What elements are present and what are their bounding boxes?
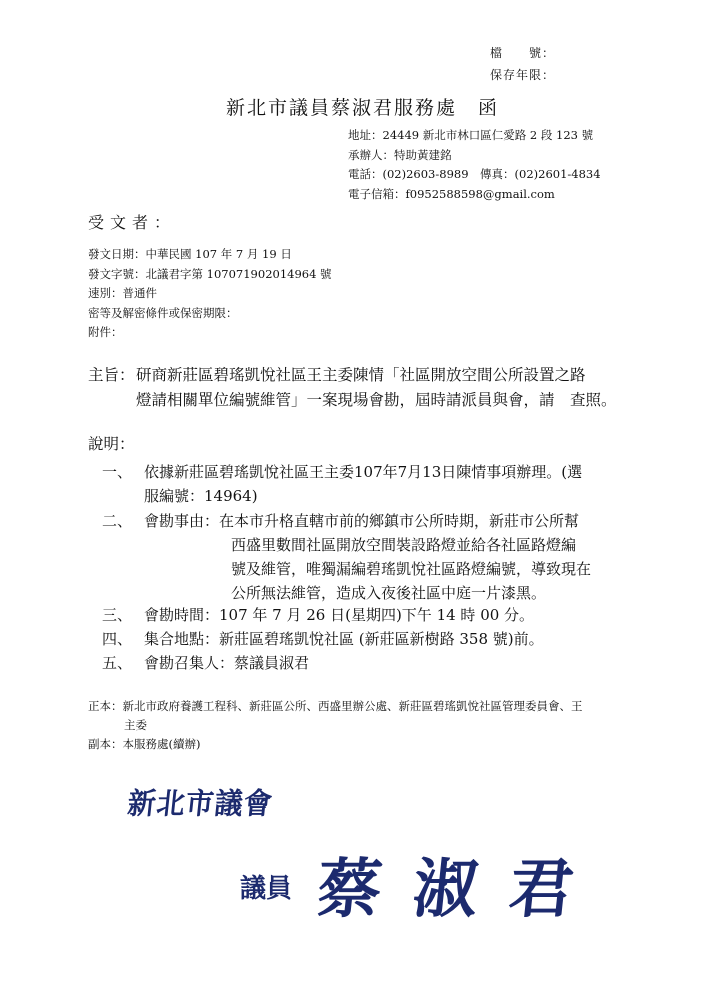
item-line: 依據新莊區碧瑤凱悅社區王主委107年7月13日陳情事項辦理。(選	[144, 463, 583, 481]
document-number: 發文字號：北議君字第 107071902014964 號	[88, 266, 332, 281]
item-line: 服編號：14964)	[144, 487, 258, 505]
original-recipients-continued: 主委	[124, 718, 147, 732]
attachment: 附件：	[88, 325, 123, 339]
item-number: 三、	[102, 606, 133, 624]
explanation-label: 說明：	[88, 435, 135, 453]
item-number: 一、	[102, 463, 133, 481]
classification: 密等及解密條件或保密期限：	[88, 305, 238, 320]
item-number: 二、	[102, 512, 133, 530]
item-line: 會勘事由：在本市升格直轄市前的鄉鎮市公所時期，新莊市公所幫	[144, 512, 580, 530]
file-number-label: 檔 號：	[490, 46, 556, 60]
recipient-label: 受文者：	[88, 213, 177, 232]
copy-recipients: 副本：本服務處(續辦)	[88, 737, 201, 751]
item-line: 會勘時間：107 年 7 月 26 日(星期四)下午 14 時 00 分。	[144, 606, 535, 624]
item-line: 集合地點：新莊區碧瑤凱悅社區 (新莊區新樹路 358 號)前。	[144, 630, 544, 648]
retention-period-label: 保存年限：	[490, 68, 556, 82]
contact-address: 地址：24449 新北市林口區仁愛路 2 段 123 號	[348, 128, 594, 142]
subject-text	[136, 363, 617, 413]
signature-council-stamp: 新北市議會	[126, 786, 275, 821]
contact-block	[348, 126, 601, 204]
contact-email: 電子信箱：f0952588598@gmail.com	[348, 186, 555, 201]
distribution-block	[88, 697, 583, 754]
item-line: 公所無法維管，造成入夜後社區中庭一片漆黑。	[231, 584, 547, 602]
send-date: 發文日期：中華民國 107 年 7 月 19 日	[88, 247, 292, 261]
contact-phone-fax: 電話：(02)2603-8989 傳真：(02)2601-4834	[348, 167, 601, 181]
item-text	[144, 460, 582, 508]
document-title: 新北市議員蔡淑君服務處 函	[226, 97, 500, 119]
item-number: 四、	[102, 630, 133, 648]
signature-name-stamp: 蔡淑君	[313, 852, 610, 927]
item-number: 五、	[102, 654, 133, 672]
delivery-speed: 速別：普通件	[88, 286, 157, 300]
subject-line: 研商新莊區碧瑤凱悅社區王主委陳情「社區開放空間公所設置之路	[136, 366, 586, 384]
send-info-block	[88, 245, 332, 343]
subject-label: 主旨：	[88, 366, 135, 384]
contact-handler: 承辦人：特助黃建銘	[348, 147, 452, 162]
original-recipients: 正本：新北市政府養護工程科、新莊區公所、西盛里辦公處、新莊區碧瑤凱悅社區管理委員會、王	[88, 699, 583, 713]
item-line: 號及維管，唯獨漏編碧瑤凱悅社區路燈編號，導致現在	[231, 560, 592, 578]
subject-line: 燈請相關單位編號維管」一案現場會勘，屆時請派員與會，請 查照。	[136, 391, 617, 409]
item-text-continued	[231, 533, 591, 605]
item-line: 會勘召集人：蔡議員淑君	[144, 654, 310, 672]
signature-title-stamp: 議員	[240, 874, 293, 904]
item-line: 西盛里數間社區開放空間裝設路燈並給各社區路燈編	[231, 536, 577, 554]
